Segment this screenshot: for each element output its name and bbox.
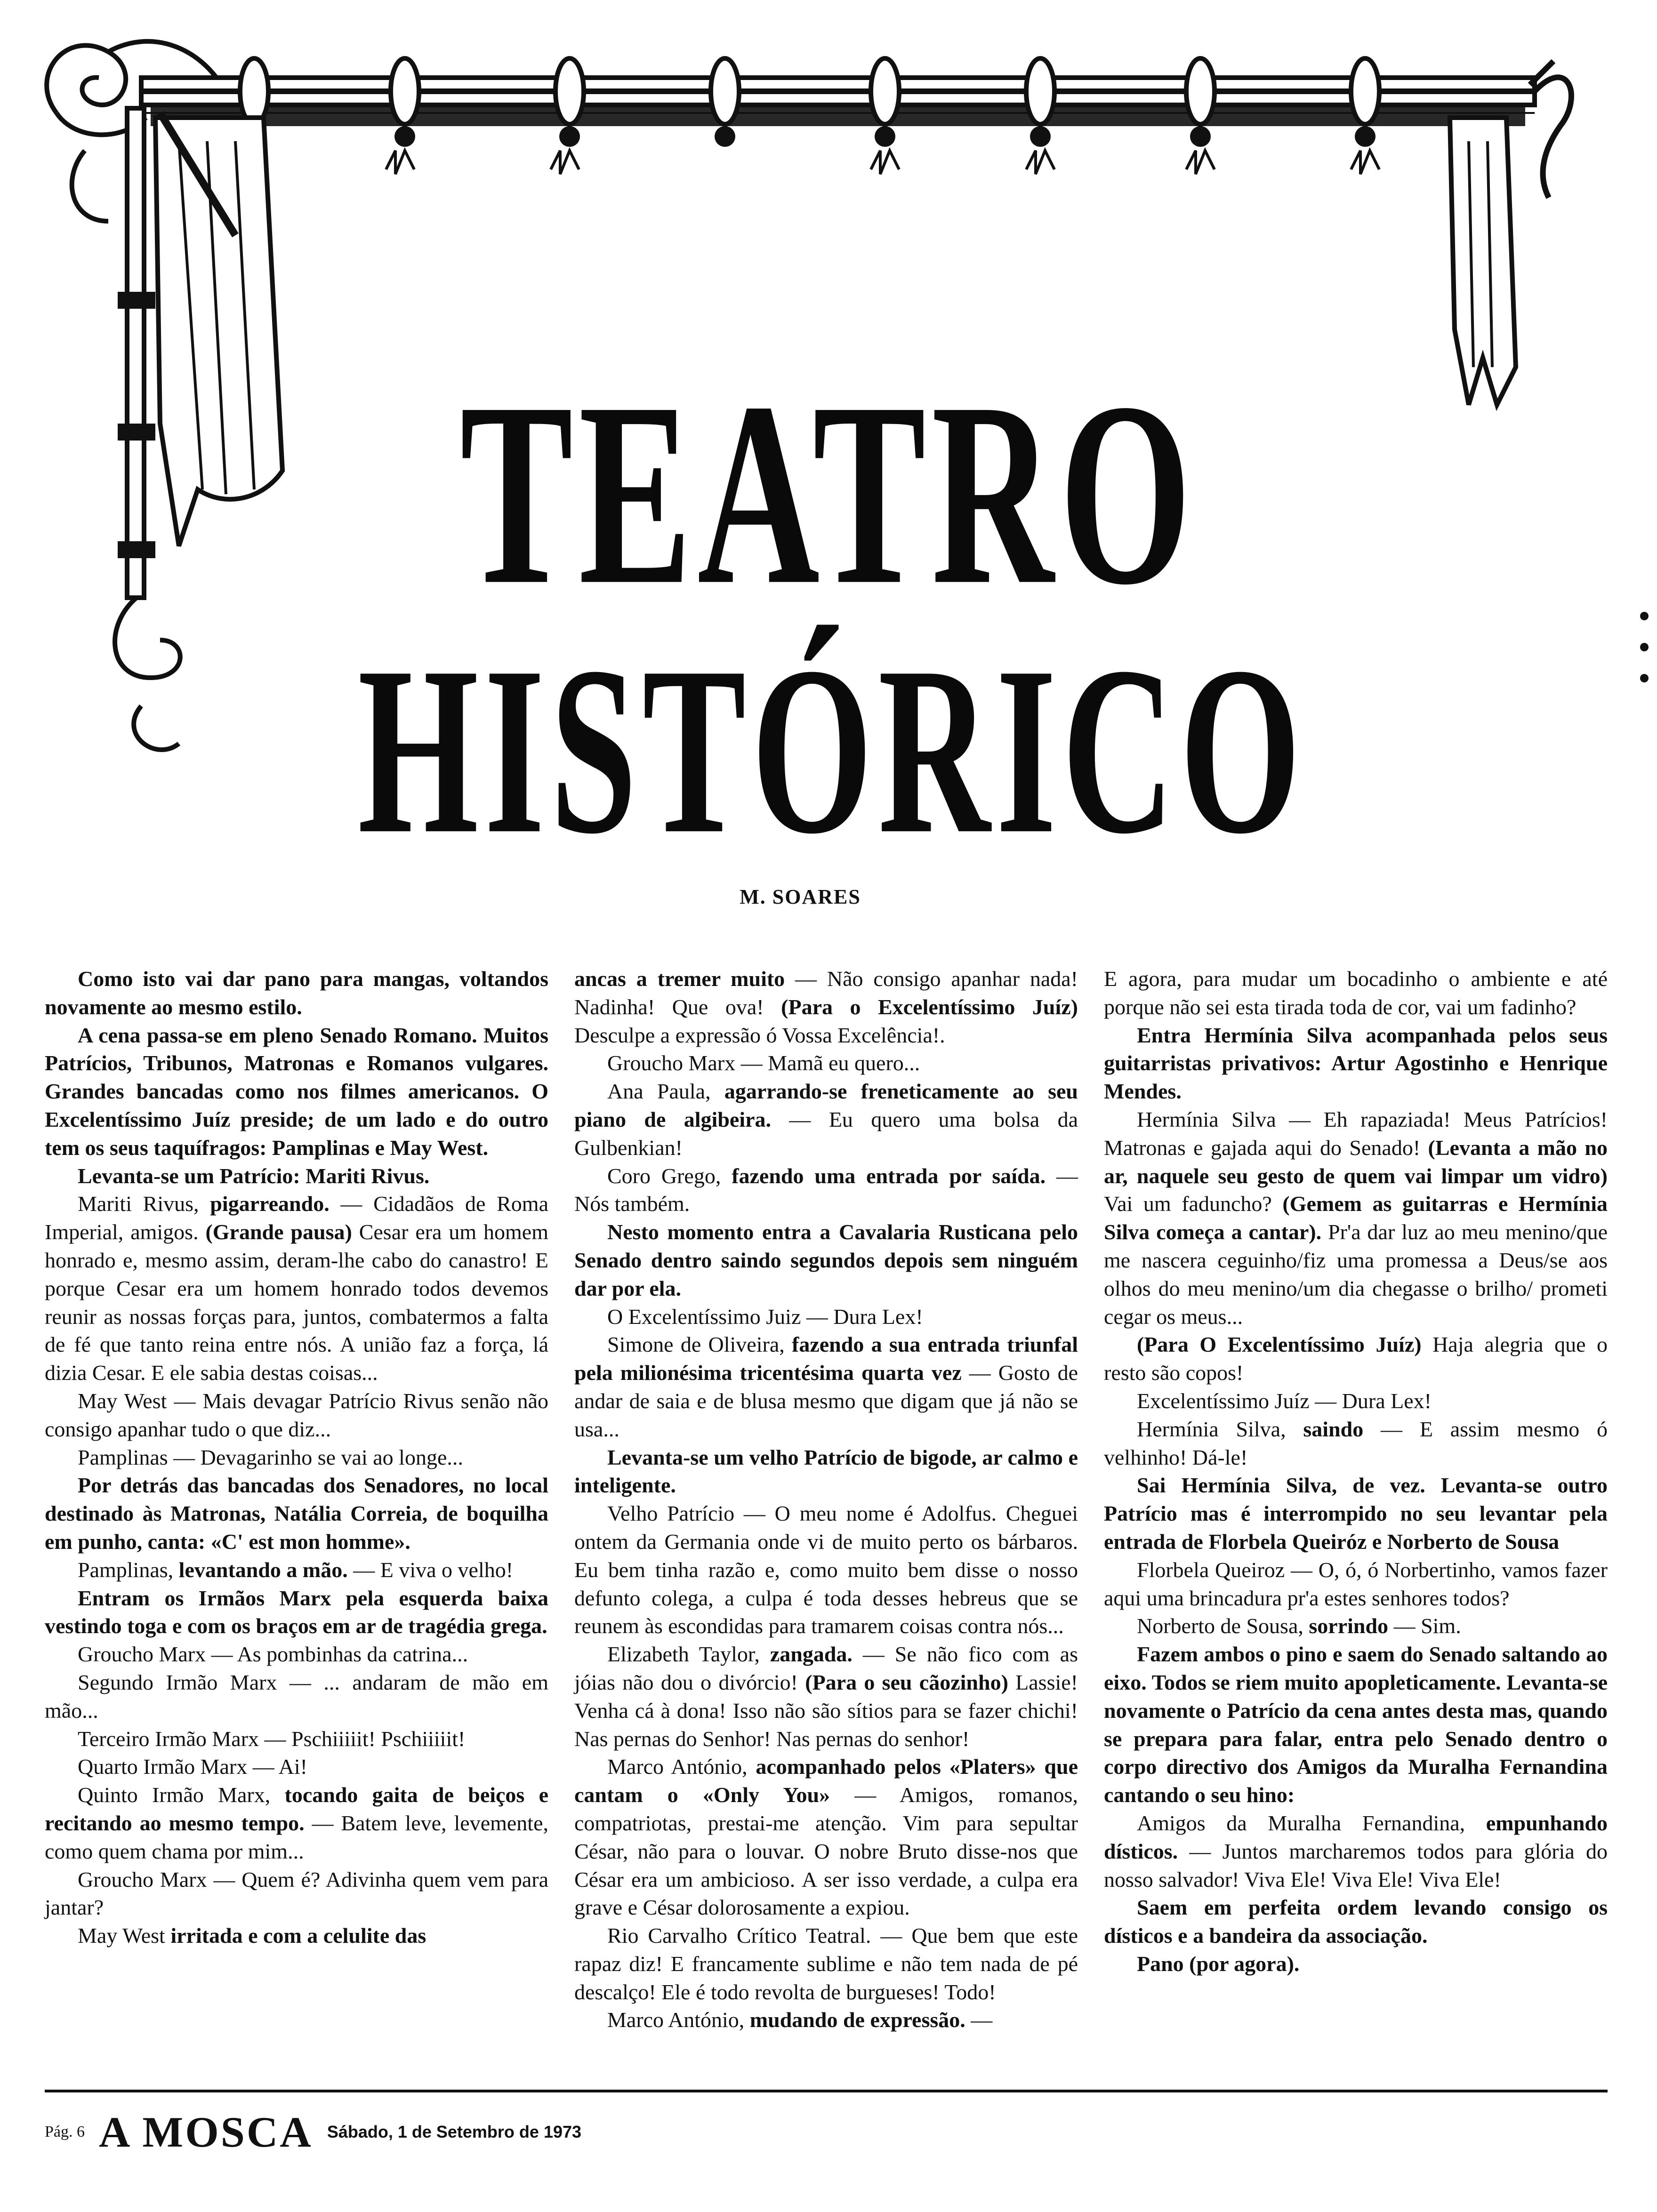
article-paragraph <box>1104 1387 1608 1415</box>
article-body <box>45 965 1608 2052</box>
text-run: Hermínia Silva — Eh rapaziada! Meus Patrícios! Matronas e gajada aqui do Senado! <box>1104 1107 1608 1160</box>
bold-text-run: empunhando dísticos. <box>1104 1811 1608 1863</box>
text-run: Cesar era um homem honrado e, mesmo assim, deram-lhe cabo do canastro! E porque Cesar era um homem honrado todos devemos reunir as nossas forças para, juntos, combatermos a falta de fé que tanto reina entre nós. A união faz a força, lá dizia Cesar. E ele sabia destas coisas... <box>45 1220 548 1385</box>
article-paragraph <box>45 1584 548 1641</box>
author-byline: M. SOARES <box>740 885 861 908</box>
text-run: — Juntos marcharemos todos para glória do nosso salvador! Viva Ele! Viva Ele! Viva Ele! <box>1104 1839 1608 1891</box>
article-paragraph <box>1104 1021 1608 1106</box>
bold-text-run: fazendo a sua entrada triunfal pela milionésima tricentésima quarta vez <box>574 1332 1078 1385</box>
article-paragraph <box>1104 1640 1608 1809</box>
edge-dot <box>1640 674 1649 682</box>
text-run: Haja alegria que o resto são copos! <box>1104 1332 1608 1385</box>
issue-date: Sábado, 1 de Setembro de 1973 <box>327 2122 582 2141</box>
article-column-1 <box>45 965 548 2052</box>
page-number: Pág. 6 <box>45 2123 85 2140</box>
edge-dot <box>1640 612 1649 620</box>
text-run: O Excelentíssimo Juiz — Dura Lex! <box>607 1304 923 1329</box>
article-paragraph <box>1104 1471 1608 1555</box>
bold-text-run: levantando a mão. <box>178 1557 348 1582</box>
bold-text-run: (Gemem as guitarras e Hermínia Silva começa a cantar). <box>1104 1192 1608 1244</box>
bold-text-run: (Grande pausa) <box>205 1220 352 1244</box>
text-run: Simone de Oliveira, <box>607 1332 792 1357</box>
bold-text-run: saindo <box>1303 1417 1364 1441</box>
article-paragraph <box>1104 1556 1608 1612</box>
bold-text-run: agarrando-se freneticamente ao seu piano de algibeira. <box>574 1079 1078 1131</box>
article-paragraph <box>1104 1415 1608 1472</box>
text-run: Velho Patrício — O meu nome é Adolfus. Cheguei ontem da Germania onde vi de muito perto os bárbaros. Eu bem tinha razão e, como muito bem disse o nosso defunto colega, a culpa é toda desses hebreus que se reunem às escondidas para tramarem coisas contra nós... <box>574 1501 1078 1638</box>
bold-text-run: pigarreando. <box>210 1192 330 1216</box>
article-paragraph <box>574 1077 1078 1162</box>
text-run: Marco António, <box>607 2008 750 2032</box>
article-paragraph <box>574 1218 1078 1302</box>
text-run: Norberto de Sousa, <box>1137 1614 1309 1638</box>
article-paragraph <box>1104 1893 1608 1950</box>
bold-text-run: Fazem ambos o pino e saem do Senado saltando ao eixo. Todos se riem muito apopleticamente. Levanta-se novamente o Patrício da cena antes desta mas, quando se prepara para falar, entra pelo Senado dentro o corpo directivo dos Amigos da Muralha Fernandina cantando o seu hino: <box>1104 1642 1608 1807</box>
text-run: — Sim. <box>1388 1614 1461 1638</box>
bold-text-run: irritada e com a celulite das <box>170 1923 426 1948</box>
text-run: — Cidadãos de Roma Imperial, amigos. <box>45 1192 548 1244</box>
text-run: Mariti Rivus, <box>78 1192 210 1216</box>
article-paragraph <box>45 1443 548 1472</box>
text-run: Coro Grego, <box>607 1163 732 1188</box>
article-paragraph <box>574 1640 1078 1753</box>
bold-text-run: (Para o seu cãozinho) <box>805 1670 1008 1694</box>
text-run: Marco António, <box>607 1755 756 1779</box>
bold-text-run: zangada. <box>770 1642 853 1667</box>
bold-text-run: Sai Hermínia Silva, de vez. Levanta-se outro Patrício mas é interrompido no seu levantar pela entrada de Florbela Queiróz e Norberto de Sousa <box>1104 1473 1608 1554</box>
bold-text-run: Por detrás das bancadas dos Senadores, no local destinado às Matronas, Natália Correia, de boquilha em punho, canta: «C' est mon homme». <box>45 1473 548 1554</box>
bold-text-run: A cena passa-se em pleno Senado Romano. Muitos Patrícios, Tribunos, Matronas e Romanos vulgares. Grandes bancadas como nos filmes americanos. O Excelentíssimo Juíz preside; de um lado e do outro tem os seus taquífragos: Pamplinas e May West. <box>45 1023 548 1160</box>
article-paragraph <box>45 1640 548 1668</box>
text-run: — E assim mesmo ó velhinho! Dá-le! <box>1104 1417 1608 1469</box>
text-run: Ana Paula, <box>607 1079 724 1104</box>
article-paragraph <box>45 1387 548 1443</box>
article-paragraph <box>574 1499 1078 1640</box>
text-run: — Se não fico com as jóias não dou o divórcio! <box>574 1642 1078 1694</box>
article-paragraph <box>45 1725 548 1753</box>
article-paragraph <box>1104 1106 1608 1330</box>
article-column-2 <box>574 965 1078 2052</box>
article-paragraph <box>574 1330 1078 1443</box>
headline-line-2: HISTÓRICO <box>358 617 1307 884</box>
bold-text-run: Saem em perfeita ordem levando consigo os dísticos e a bandeira da associação. <box>1104 1895 1608 1948</box>
bold-text-run: Entra Hermínia Silva acompanhada pelos seus guitarristas privativos: Artur Agostinho e Henrique Mendes. <box>1104 1023 1608 1104</box>
article-paragraph <box>45 1556 548 1584</box>
text-run: Pamplinas — Devagarinho se vai ao longe... <box>78 1445 463 1469</box>
edge-dot <box>1640 643 1649 651</box>
text-run: May West <box>78 1923 171 1948</box>
article-paragraph <box>45 1021 548 1162</box>
bold-text-run: ancas a tremer muito <box>574 967 785 991</box>
article-paragraph <box>45 1753 548 1781</box>
bold-text-run: Levanta-se um velho Patrício de bigode, ar calmo e inteligente. <box>574 1445 1078 1498</box>
text-run: E agora, para mudar um bocadinho o ambiente e até porque não sei esta tirada toda de cor, vai um fadinho? <box>1104 967 1608 1019</box>
article-paragraph <box>574 1443 1078 1500</box>
article-paragraph <box>45 1190 548 1387</box>
bold-text-run: fazendo uma entrada por saída. <box>732 1163 1046 1188</box>
text-run: — Gosto de andar de saia e de blusa mesmo que digam que já não se usa... <box>574 1361 1078 1441</box>
article-paragraph <box>574 1049 1078 1077</box>
article-paragraph <box>574 1922 1078 2006</box>
text-run: — <box>965 2008 993 2032</box>
text-run: — Batem leve, levemente, como quem chama por mim... <box>45 1811 549 1863</box>
page-footer <box>45 2104 704 2160</box>
footer-rule <box>45 2090 1608 2092</box>
article-paragraph <box>45 1781 548 1865</box>
bold-text-run: Pano (por agora). <box>1137 1951 1300 1976</box>
article-paragraph <box>45 1162 548 1190</box>
text-run: — E viva o velho! <box>347 1557 514 1582</box>
article-paragraph <box>1104 1809 1608 1893</box>
article-paragraph <box>1104 1950 1608 1978</box>
article-paragraph <box>574 2006 1078 2034</box>
bold-text-run: (Levanta a mão no ar, naquele seu gesto de quem vai limpar um vidro) <box>1104 1135 1608 1188</box>
text-run: Terceiro Irmão Marx — Pschiiiiit! Pschiiiiit! <box>78 1726 466 1751</box>
article-paragraph <box>574 965 1078 1049</box>
text-run: Quarto Irmão Marx — Ai! <box>78 1755 307 1779</box>
text-run: Groucho Marx — As pombinhas da catrina... <box>78 1642 468 1667</box>
bold-text-run: tocando gaita de beiços e recitando ao mesmo tempo. <box>45 1783 548 1835</box>
article-paragraph <box>45 1922 548 1950</box>
bold-text-run: mudando de expressão. <box>749 2008 965 2032</box>
text-run: Pamplinas, <box>78 1557 179 1582</box>
text-run: Desculpe a expressão ó Vossa Excelência!. <box>574 1023 945 1047</box>
text-run: Amigos da Muralha Fernandina, <box>1137 1811 1486 1835</box>
masthead: A MOSCA <box>99 2108 313 2156</box>
text-run: Segundo Irmão Marx — ... andaram de mão em mão... <box>45 1670 548 1723</box>
text-run: Pr'a dar luz ao meu menino/que me nascera ceguinho/fiz uma promessa a Deus/se aos olhos do meu menino/um dia chegasse o brilho/ prometi cegar os meus... <box>1104 1220 1608 1329</box>
bold-text-run: Levanta-se um Patrício: Mariti Rivus. <box>78 1163 430 1188</box>
text-run: — Nós também. <box>574 1163 1078 1216</box>
article-paragraph <box>1104 1330 1608 1387</box>
text-run: Quinto Irmão Marx, <box>78 1783 285 1807</box>
headline-line-1: TEATRO <box>460 348 1197 639</box>
text-run: — Não consigo apanhar nada! Nadinha! Que ova! <box>574 967 1078 1019</box>
text-run: — Amigos, romanos, compatriotas, prestai-me atenção. Vim para sepultar César, não para o louvar. O nobre Bruto disse-nos que César era um ambicioso. A ser isso verdade, a culpa era grave e César dolorosamente a expiou. <box>574 1783 1078 1920</box>
text-run: Hermínia Silva, <box>1137 1417 1303 1441</box>
text-run: Excelentíssimo Juíz — Dura Lex! <box>1137 1388 1432 1413</box>
text-run: Rio Carvalho Crítico Teatral. — Que bem que este rapaz diz! E francamente sublime e não tem nada de pé descalço! Ele é todo revolta de burgueses! Todo! <box>574 1923 1078 2004</box>
bold-text-run: acompanhado pelos «Platers» que cantam o «Only You» <box>574 1755 1078 1807</box>
bold-text-run: sorrindo <box>1309 1614 1389 1638</box>
article-paragraph <box>1104 965 1608 1021</box>
text-run: May West — Mais devagar Patrício Rivus senão não consigo apanhar tudo o que diz... <box>45 1388 548 1441</box>
text-run: Elizabeth Taylor, <box>607 1642 770 1667</box>
article-paragraph <box>45 1668 548 1725</box>
article-paragraph <box>45 965 548 1021</box>
page-edge-marks <box>1637 612 1651 753</box>
article-paragraph <box>574 1162 1078 1218</box>
article-paragraph <box>574 1753 1078 1922</box>
text-run: Groucho Marx — Mamã eu quero... <box>607 1051 920 1075</box>
article-paragraph <box>45 1471 548 1555</box>
bold-text-run: (Para o Excelentíssimo Juíz) <box>781 994 1078 1019</box>
bold-text-run: Como isto vai dar pano para mangas, voltandos novamente ao mesmo estilo. <box>45 967 548 1019</box>
article-paragraph <box>574 1303 1078 1331</box>
bold-text-run: (Para O Excelentíssimo Juíz) <box>1137 1332 1422 1357</box>
text-run: Groucho Marx — Quem é? Adivinha quem vem para jantar? <box>45 1867 548 1920</box>
text-run: Florbela Queiroz — O, ó, ó Norbertinho, vamos fazer aqui uma brincadura pr'a estes senhores todos? <box>1104 1557 1608 1610</box>
text-run: Vai um faduncho? <box>1104 1192 1283 1216</box>
bold-text-run: Nesto momento entra a Cavalaria Rusticana pelo Senado dentro saindo segundos depois sem ninguém dar por ela. <box>574 1220 1078 1300</box>
text-run: — Eu quero uma bolsa da Gulbenkian! <box>574 1107 1078 1160</box>
article-paragraph <box>1104 1612 1608 1640</box>
article-paragraph <box>45 1866 548 1922</box>
article-column-3 <box>1104 965 1608 2052</box>
bold-text-run: Entram os Irmãos Marx pela esquerda baixa vestindo toga e com os braços em ar de tragédia grega. <box>45 1586 548 1638</box>
text-run: Lassie! Venha cá à dona! Isso não são sítios para se fazer chichi! Nas pernas do Senhor! Nas pernas do senhor! <box>574 1670 1078 1751</box>
